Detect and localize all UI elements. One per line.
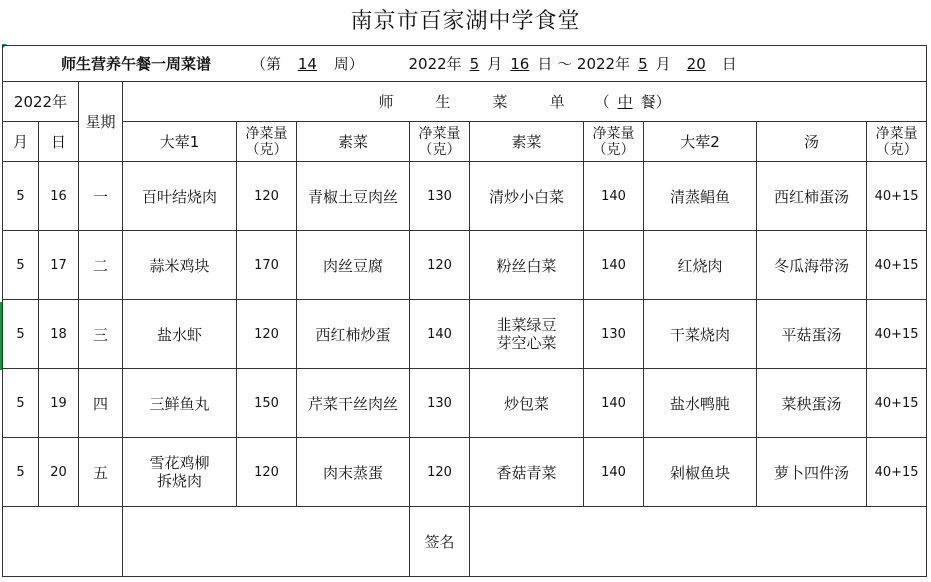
menu-title-w3: 菜 — [492, 93, 508, 111]
veg1-cell: 西红柿炒蛋 — [297, 300, 410, 369]
menu-title-w1: 师 — [378, 93, 394, 111]
month-cell: 5 — [3, 162, 39, 231]
day-cell: 16 — [39, 162, 79, 231]
signature-row — [3, 507, 927, 577]
veg2-cell: 炒包菜 — [470, 369, 584, 438]
month-cell: 5 — [3, 438, 39, 507]
soup-header: 汤 — [757, 122, 867, 162]
end-month: 5 — [638, 55, 648, 73]
day-cell: 19 — [39, 369, 79, 438]
veg2-cell: 香菇青菜 — [470, 438, 584, 507]
veg1-cell: 青椒土豆肉丝 — [297, 162, 410, 231]
menu-title — [123, 82, 927, 122]
veg1-cell: 芹菜干丝肉丝 — [297, 369, 410, 438]
weekday-header: 星期 — [79, 82, 123, 162]
end-year: 2022年 — [576, 55, 631, 73]
month-cell: 5 — [3, 369, 39, 438]
year-header: 2022年 — [3, 82, 79, 122]
menu-meal: 中 — [617, 93, 633, 111]
menu-title-w4: 单 — [549, 93, 565, 111]
table-row — [3, 300, 927, 369]
weight-cell: 120 — [237, 162, 297, 231]
soup-cell: 萝卜四件汤 — [757, 438, 867, 507]
weight-cell: 130 — [410, 162, 470, 231]
weight-header-2: 净菜量（克） — [410, 122, 470, 162]
month-cell: 5 — [3, 300, 39, 369]
dish2-cell: 盐水鸭肫 — [644, 369, 757, 438]
weight-cell: 120 — [410, 438, 470, 507]
weekday-cell: 五 — [79, 438, 123, 507]
banner-row — [3, 46, 927, 82]
table-row — [3, 231, 927, 300]
signature-blank-left — [3, 507, 123, 577]
veg2-cell: 粉丝白菜 — [470, 231, 584, 300]
start-month-char: 月 — [487, 55, 503, 73]
start-day-char: 日 — [537, 55, 553, 73]
dish1-cell: 蒜米鸡块 — [123, 231, 237, 300]
weight-header-4: 净菜量（克） — [867, 122, 927, 162]
dish2-cell: 红烧肉 — [644, 231, 757, 300]
weekday-cell: 四 — [79, 369, 123, 438]
soup-cell: 西红柿蛋汤 — [757, 162, 867, 231]
weight-header-3: 净菜量（克） — [584, 122, 644, 162]
weight-cell: 120 — [410, 231, 470, 300]
veg1-cell: 肉丝豆腐 — [297, 231, 410, 300]
dish2-cell: 清蒸鲳鱼 — [644, 162, 757, 231]
menu-title-open: （ — [594, 93, 610, 111]
weight-cell: 140 — [410, 300, 470, 369]
menu-title-w2: 生 — [435, 93, 451, 111]
start-month: 5 — [469, 55, 480, 73]
header-row-1 — [3, 82, 927, 122]
signature-label: 签名 — [410, 507, 470, 577]
weight-cell: 120 — [237, 438, 297, 507]
weekday-cell: 一 — [79, 162, 123, 231]
page-title: 南京市百家湖中学食堂 — [350, 9, 581, 34]
week-banner — [3, 46, 927, 82]
table-row — [3, 438, 927, 507]
veg2-header: 素菜 — [470, 122, 584, 162]
banner-label: 师生营养午餐一周菜谱 — [61, 55, 212, 73]
soup-cell: 平菇蛋汤 — [757, 300, 867, 369]
header-row-2 — [3, 122, 927, 162]
weight-cell: 40+15 — [867, 438, 927, 507]
weight-cell: 170 — [237, 231, 297, 300]
menu-meal-suffix: 餐） — [640, 93, 671, 111]
weight-cell: 40+15 — [867, 162, 927, 231]
end-day: 20 — [686, 55, 706, 73]
table-row — [3, 162, 927, 231]
veg2-cell: 清炒小白菜 — [470, 162, 584, 231]
weight-cell: 140 — [584, 438, 644, 507]
weight-cell: 40+15 — [867, 231, 927, 300]
dish2-header: 大荤2 — [644, 122, 757, 162]
week-prefix: （第 — [251, 55, 282, 73]
range-tilde: ～ — [557, 55, 573, 73]
month-header: 月 — [3, 122, 39, 162]
soup-cell: 菜秧蛋汤 — [757, 369, 867, 438]
weekday-cell: 二 — [79, 231, 123, 300]
weight-header-1: 净菜量（克） — [237, 122, 297, 162]
dish1-header: 大荤1 — [123, 122, 237, 162]
weight-cell: 40+15 — [867, 300, 927, 369]
veg2-cell: 韭菜绿豆芽空心菜 — [470, 300, 584, 369]
dish1-cell: 百叶结烧肉 — [123, 162, 237, 231]
veg1-cell: 肉末蒸蛋 — [297, 438, 410, 507]
dish2-cell: 干菜烧肉 — [644, 300, 757, 369]
day-cell: 17 — [39, 231, 79, 300]
weight-cell: 140 — [584, 369, 644, 438]
day-cell: 20 — [39, 438, 79, 507]
veg1-header: 素菜 — [297, 122, 410, 162]
menu-table — [2, 45, 927, 577]
day-header: 日 — [39, 122, 79, 162]
weight-cell: 120 — [237, 300, 297, 369]
end-month-char: 月 — [655, 55, 671, 73]
dish1-cell: 三鲜鱼丸 — [123, 369, 237, 438]
week-suffix: 周） — [333, 55, 364, 73]
table-row — [3, 369, 927, 438]
soup-cell: 冬瓜海带汤 — [757, 231, 867, 300]
weekday-cell: 三 — [79, 300, 123, 369]
weight-cell: 150 — [237, 369, 297, 438]
dish2-cell: 剁椒鱼块 — [644, 438, 757, 507]
month-cell: 5 — [3, 231, 39, 300]
dish1-cell: 盐水虾 — [123, 300, 237, 369]
weight-cell: 140 — [584, 231, 644, 300]
week-number: 14 — [297, 55, 317, 73]
signature-blank-mid — [123, 507, 410, 577]
weight-cell: 130 — [584, 300, 644, 369]
signature-field[interactable] — [470, 507, 927, 577]
day-cell: 18 — [39, 300, 79, 369]
start-day: 16 — [510, 55, 530, 73]
weight-cell: 130 — [410, 369, 470, 438]
end-day-char: 日 — [721, 55, 737, 73]
weight-cell: 40+15 — [867, 369, 927, 438]
dish1-cell: 雪花鸡柳拆烧肉 — [123, 438, 237, 507]
start-year: 2022年 — [408, 55, 462, 73]
weight-cell: 140 — [584, 162, 644, 231]
